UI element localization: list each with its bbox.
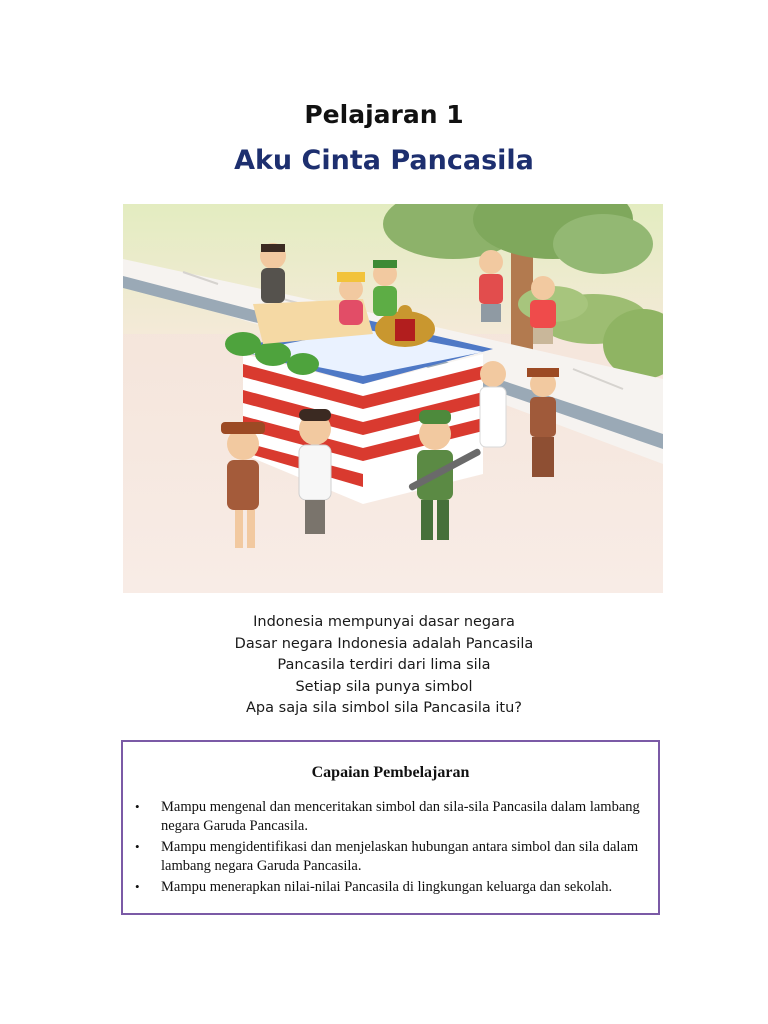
lesson-number: Pelajaran 1 — [304, 100, 464, 129]
bullet-icon: • — [135, 799, 140, 814]
list-item — [135, 798, 644, 835]
bullet-icon: • — [135, 879, 140, 894]
parade-illustration — [123, 204, 663, 593]
list-item-text: Mampu menerapkan nilai-nilai Pancasila di lingkungan keluarga dan sekolah. — [161, 879, 613, 895]
list-item — [135, 878, 644, 897]
bullet-icon: • — [135, 839, 140, 854]
learning-outcomes-list — [123, 798, 658, 897]
intro-line: Apa saja sila simbol sila Pancasila itu? — [246, 700, 522, 716]
intro-line: Setiap sila punya simbol — [295, 678, 473, 695]
intro-line: Pancasila terdiri dari lima sila — [277, 657, 491, 673]
learning-outcomes-title: Capaian Pembelajaran — [311, 764, 470, 781]
list-item-text: Mampu mengenal dan menceritakan simbol dan sila-sila Pancasila dalam lambang negara Garuda Pancasila. — [161, 799, 640, 834]
learning-outcomes-box — [121, 740, 660, 915]
list-item — [135, 838, 644, 875]
intro-line: Indonesia mempunyai dasar negara — [253, 614, 515, 630]
lesson-title: Aku Cinta Pancasila — [234, 145, 534, 176]
intro-text — [0, 612, 768, 720]
list-item-text: Mampu mengidentifikasi dan menjelaskan hubungan antara simbol dan sila dalam lambang negara Garuda Pancasila. — [161, 839, 639, 874]
intro-line: Dasar negara Indonesia adalah Pancasila — [234, 635, 534, 652]
